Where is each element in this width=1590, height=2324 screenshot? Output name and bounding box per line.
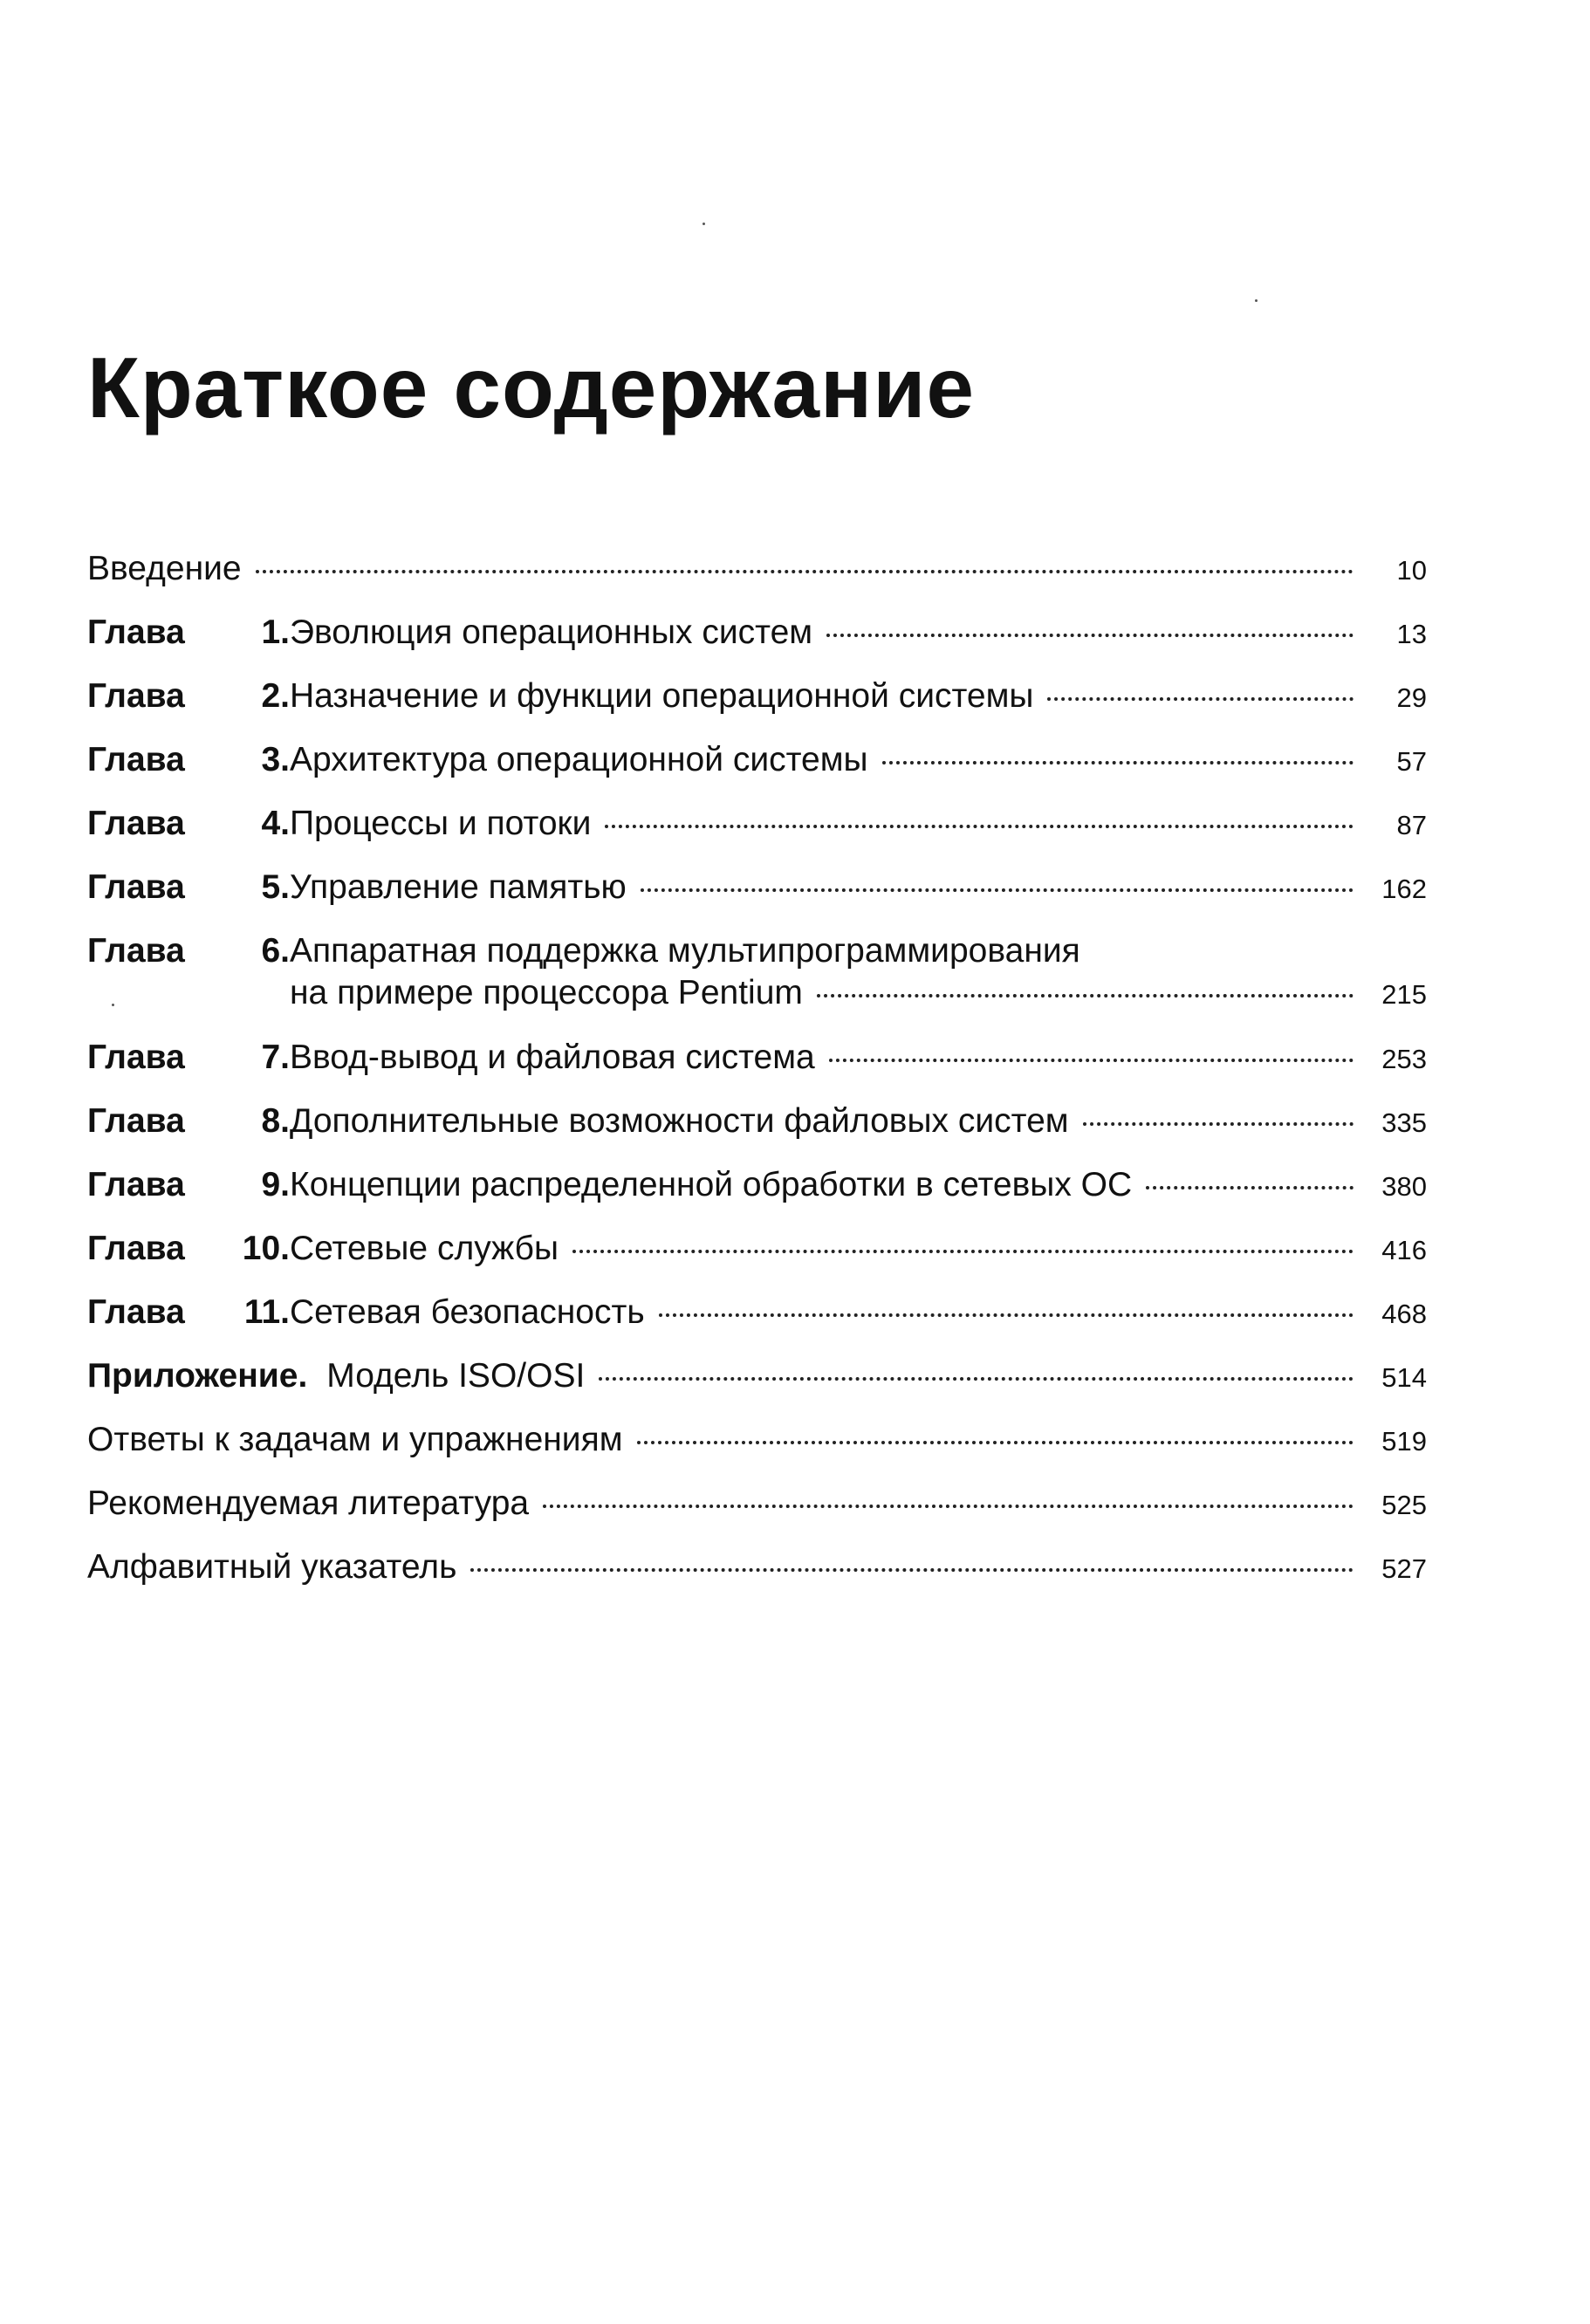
chapter-title-line-1: Аппаратная поддержка мультипрограммирования xyxy=(290,932,1080,970)
page-number: 10 xyxy=(1396,555,1427,586)
chapter-title-line-2-row xyxy=(290,974,1427,1012)
chapter-word: Глава xyxy=(87,1039,185,1076)
chapter-label xyxy=(87,932,290,970)
chapter-word: Глава xyxy=(87,868,185,906)
toc-entry-chapter-8[interactable] xyxy=(87,1102,1427,1166)
chapter-label xyxy=(87,1293,290,1332)
chapter-word: Глава xyxy=(87,677,185,715)
page-number: 380 xyxy=(1381,1171,1427,1202)
dot-leader xyxy=(605,825,1354,828)
page-number: 162 xyxy=(1381,874,1427,904)
chapter-word: Глава xyxy=(87,1293,185,1331)
chapter-label xyxy=(87,1230,290,1268)
toc-entry-chapter-11[interactable] xyxy=(87,1293,1427,1357)
dot-leader xyxy=(829,1059,1354,1062)
appendix-word: Приложение. xyxy=(87,1357,308,1395)
scan-speck xyxy=(702,223,705,225)
page-number: 29 xyxy=(1396,682,1427,713)
chapter-word: Глава xyxy=(87,1230,185,1267)
chapter-number: 7. xyxy=(261,1039,290,1076)
toc-entry-label: Алфавитный указатель xyxy=(87,1548,457,1586)
toc-entry-answers[interactable] xyxy=(87,1421,1427,1484)
chapter-label xyxy=(87,868,290,907)
table-of-contents xyxy=(87,550,1427,1612)
toc-entry-chapter-7[interactable] xyxy=(87,1039,1427,1102)
chapter-title: Процессы и потоки xyxy=(290,805,592,842)
chapter-title: Ввод-вывод и файловая система xyxy=(290,1039,815,1076)
dot-leader xyxy=(1047,697,1354,701)
toc-entry-intro[interactable] xyxy=(87,550,1427,614)
chapter-label xyxy=(87,614,290,652)
chapter-number: 1. xyxy=(261,614,290,651)
page-number: 87 xyxy=(1396,810,1427,840)
dot-leader xyxy=(470,1568,1354,1572)
toc-entry-chapter-5[interactable] xyxy=(87,868,1427,932)
chapter-label xyxy=(87,1102,290,1141)
chapter-title-block xyxy=(290,932,1427,1012)
dot-leader xyxy=(641,888,1354,892)
toc-entry-chapter-9[interactable] xyxy=(87,1166,1427,1230)
dot-leader xyxy=(572,1250,1354,1253)
chapter-title: Концепции распределенной обработки в сетевых ОС xyxy=(290,1166,1133,1203)
toc-entry-chapter-2[interactable] xyxy=(87,677,1427,741)
chapter-label xyxy=(87,677,290,716)
chapter-number: 6. xyxy=(261,932,290,970)
chapter-number: 9. xyxy=(261,1166,290,1203)
page-number: 57 xyxy=(1396,746,1427,777)
chapter-label xyxy=(87,805,290,843)
page-number: 525 xyxy=(1381,1490,1427,1520)
page-number: 13 xyxy=(1396,619,1427,649)
chapter-title: Сетевая безопасность xyxy=(290,1293,645,1331)
dot-leader xyxy=(826,634,1354,637)
dot-leader xyxy=(256,570,1354,573)
toc-entry-chapter-4[interactable] xyxy=(87,805,1427,868)
page-number: 468 xyxy=(1381,1299,1427,1329)
dot-leader xyxy=(543,1505,1354,1508)
chapter-word: Глава xyxy=(87,741,185,778)
dot-leader xyxy=(1146,1186,1354,1189)
chapter-word: Глава xyxy=(87,805,185,842)
chapter-label xyxy=(87,741,290,779)
chapter-word: Глава xyxy=(87,614,185,651)
chapter-title: Управление памятью xyxy=(290,868,627,906)
chapter-number: 5. xyxy=(261,868,290,906)
page-number: 527 xyxy=(1381,1553,1427,1584)
chapter-label xyxy=(87,1166,290,1204)
dot-leader xyxy=(1083,1122,1354,1126)
chapter-number: 2. xyxy=(261,677,290,715)
dot-leader xyxy=(882,761,1354,764)
chapter-number: 10. xyxy=(242,1230,290,1267)
appendix-title: Модель ISO/OSI xyxy=(326,1357,586,1395)
chapter-title: Архитектура операционной системы xyxy=(290,741,868,778)
chapter-word: Глава xyxy=(87,1166,185,1203)
toc-entry-index[interactable] xyxy=(87,1548,1427,1612)
chapter-title: Сетевые службы xyxy=(290,1230,559,1267)
chapter-word: Глава xyxy=(87,1102,185,1140)
dot-leader xyxy=(659,1313,1354,1317)
toc-entry-label: Ответы к задачам и упражнениям xyxy=(87,1421,623,1458)
chapter-number: 3. xyxy=(261,741,290,778)
page-number: 253 xyxy=(1381,1044,1427,1074)
scan-speck xyxy=(1255,299,1258,302)
chapter-number: 11. xyxy=(243,1293,290,1331)
toc-entry-chapter-1[interactable] xyxy=(87,614,1427,677)
chapter-title-line-2: на примере процессора Pentium xyxy=(290,974,803,1011)
chapter-number: 4. xyxy=(261,805,290,842)
chapter-title: Эволюция операционных систем xyxy=(290,614,813,651)
chapter-word: Глава xyxy=(87,932,185,970)
toc-entry-chapter-3[interactable] xyxy=(87,741,1427,805)
toc-entry-label: Введение xyxy=(87,550,242,587)
page-number: 514 xyxy=(1381,1362,1427,1393)
page-number: 215 xyxy=(1381,979,1427,1010)
page-title: Краткое содержание xyxy=(87,339,975,435)
toc-entry-chapter-6[interactable] xyxy=(87,932,1427,1039)
dot-leader xyxy=(637,1441,1354,1444)
chapter-number: 8. xyxy=(261,1102,290,1140)
dot-leader xyxy=(817,994,1354,997)
chapter-title: Назначение и функции операционной системы xyxy=(290,677,1034,715)
toc-entry-literature[interactable] xyxy=(87,1484,1427,1548)
toc-entry-appendix[interactable] xyxy=(87,1357,1427,1421)
toc-entry-chapter-10[interactable] xyxy=(87,1230,1427,1293)
page-number: 519 xyxy=(1381,1426,1427,1457)
chapter-title: Дополнительные возможности файловых систем xyxy=(290,1102,1069,1140)
dot-leader xyxy=(599,1377,1354,1381)
toc-entry-label: Рекомендуемая литература xyxy=(87,1484,530,1522)
page-number: 335 xyxy=(1381,1107,1427,1138)
chapter-label xyxy=(87,1039,290,1077)
page-number: 416 xyxy=(1381,1235,1427,1265)
